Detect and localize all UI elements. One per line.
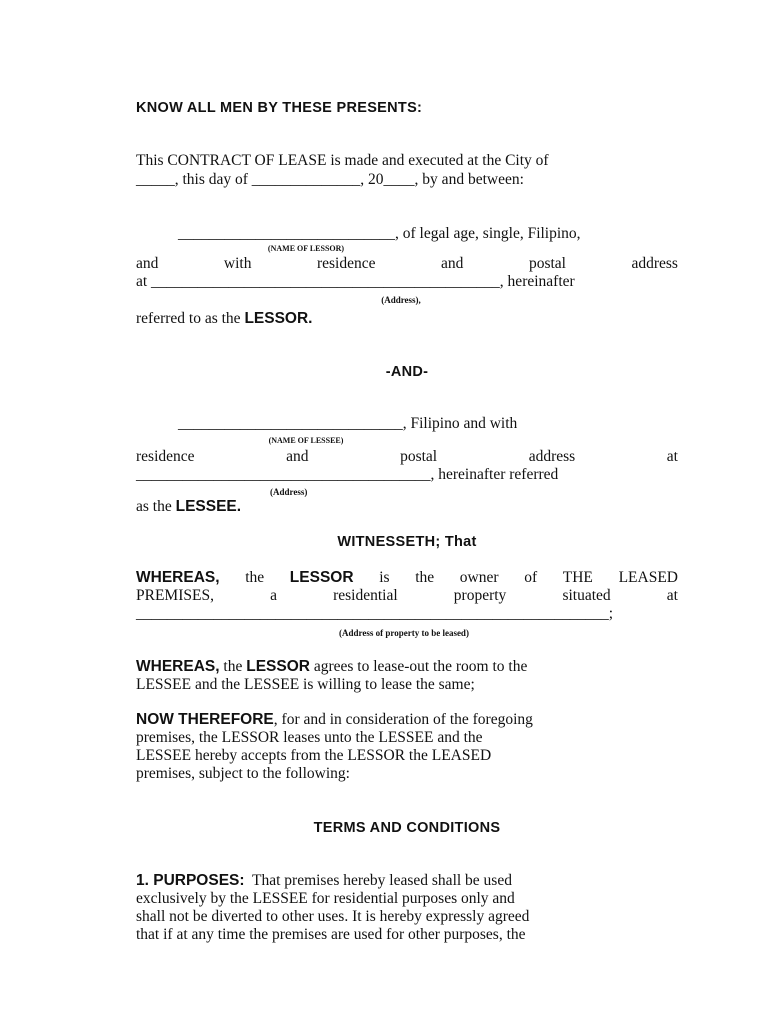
purposes-rest: That premises hereby leased shall be used	[244, 872, 512, 889]
intro-line-1: This CONTRACT OF LEASE is made and executed at the City of	[136, 152, 549, 169]
justified-word: and	[286, 448, 309, 465]
now-therefore-line-4: premises, subject to the following:	[136, 765, 350, 782]
justified-word: LEASED	[618, 569, 678, 586]
lessor-address-words	[136, 255, 678, 273]
justified-word: and	[441, 255, 464, 272]
whereas-2-keyword: WHEREAS,	[136, 658, 220, 675]
justified-word: is	[379, 569, 390, 586]
now-therefore-keyword: NOW THEREFORE	[136, 711, 274, 728]
justified-word: residence	[136, 448, 195, 465]
whereas-1-line-1	[136, 569, 678, 587]
lessee-address-line: ______________________________________, hereinafter referred	[136, 466, 559, 483]
lessor-name-caption: (NAME OF LESSOR)	[267, 244, 345, 253]
purposes-line-1	[136, 872, 678, 890]
justified-word: LESSOR	[289, 569, 354, 586]
now-therefore-line-1	[136, 711, 678, 729]
whereas-2-line-1	[136, 658, 678, 676]
property-address-caption: (Address of property to be leased)	[339, 628, 469, 638]
now-therefore-line-3: LESSEE hereby accepts from the LESSOR the LEASED	[136, 747, 492, 764]
justified-word: residential	[333, 587, 398, 604]
lessee-reference-prefix: as the	[136, 498, 176, 515]
lessee-name-caption: (NAME OF LESSEE)	[268, 436, 344, 445]
whereas-2-lessor: LESSOR	[246, 658, 310, 675]
lessee-address-caption: (Address)	[270, 487, 308, 497]
lessor-address-caption: (Address),	[381, 295, 421, 305]
terms-heading: TERMS AND CONDITIONS	[313, 820, 501, 836]
justified-word: postal	[528, 255, 566, 272]
justified-word: a	[270, 587, 277, 604]
justified-word: postal	[400, 448, 438, 465]
justified-word: WHEREAS,	[136, 569, 220, 586]
purposes-line-2: exclusively by the LESSEE for residential purposes only and	[136, 890, 515, 907]
justified-word: property	[453, 587, 507, 604]
lessor-reference-prefix: referred to as the	[136, 310, 245, 327]
justified-word: owner	[459, 569, 499, 586]
purposes-line-3: shall not be diverted to other uses. It is hereby expressly agreed	[136, 908, 530, 925]
justified-word: with	[223, 255, 252, 272]
whereas-2-rest: agrees to lease-out the room to the	[309, 658, 528, 675]
whereas-1-line-2	[136, 587, 678, 605]
justified-word: of	[524, 569, 538, 586]
whereas-2-line-2: LESSEE and the LESSEE is willing to lease the same;	[136, 676, 475, 693]
lessee-reference	[136, 498, 678, 516]
lessee-name-line: _____________________________, Filipino and with	[178, 415, 518, 432]
lessee-address-words	[136, 448, 678, 466]
witnesseth-heading: WITNESSETH; That	[337, 534, 477, 550]
document-heading: KNOW ALL MEN BY THESE PRESENTS:	[136, 100, 423, 116]
lessor-reference	[136, 310, 678, 328]
justified-word: the	[245, 569, 265, 586]
justified-word: THE	[562, 569, 593, 586]
lessee-reference-term: LESSEE.	[175, 498, 242, 515]
justified-word: the	[415, 569, 435, 586]
now-therefore-line-2: premises, the LESSOR leases unto the LESSEE and the	[136, 729, 483, 746]
justified-word: residence	[316, 255, 376, 272]
now-therefore-rest: , for and in consideration of the foregoing	[273, 711, 533, 728]
purposes-line-4: that if at any time the premises are used for other purposes, the	[136, 926, 526, 943]
justified-word: situated	[562, 587, 611, 604]
lessor-name-line: ____________________________, of legal age, single, Filipino,	[178, 225, 581, 242]
intro-line-2: _____, this day of ______________, 20____, by and between:	[136, 171, 524, 188]
lessor-reference-term: LESSOR.	[244, 310, 313, 327]
justified-word: address	[528, 448, 576, 465]
justified-word: and	[136, 255, 159, 272]
whereas-1-line-3: _____________________________________________________________;	[136, 605, 614, 622]
justified-word: address	[631, 255, 678, 272]
whereas-2-mid: the	[219, 658, 247, 675]
and-separator: -AND-	[385, 364, 429, 380]
lessor-address-line: at _____________________________________________, hereinafter	[136, 273, 575, 290]
purposes-keyword: 1. PURPOSES:	[136, 872, 245, 889]
justified-word: at	[666, 587, 678, 604]
justified-word: at	[666, 448, 678, 465]
justified-word: PREMISES,	[136, 587, 214, 604]
